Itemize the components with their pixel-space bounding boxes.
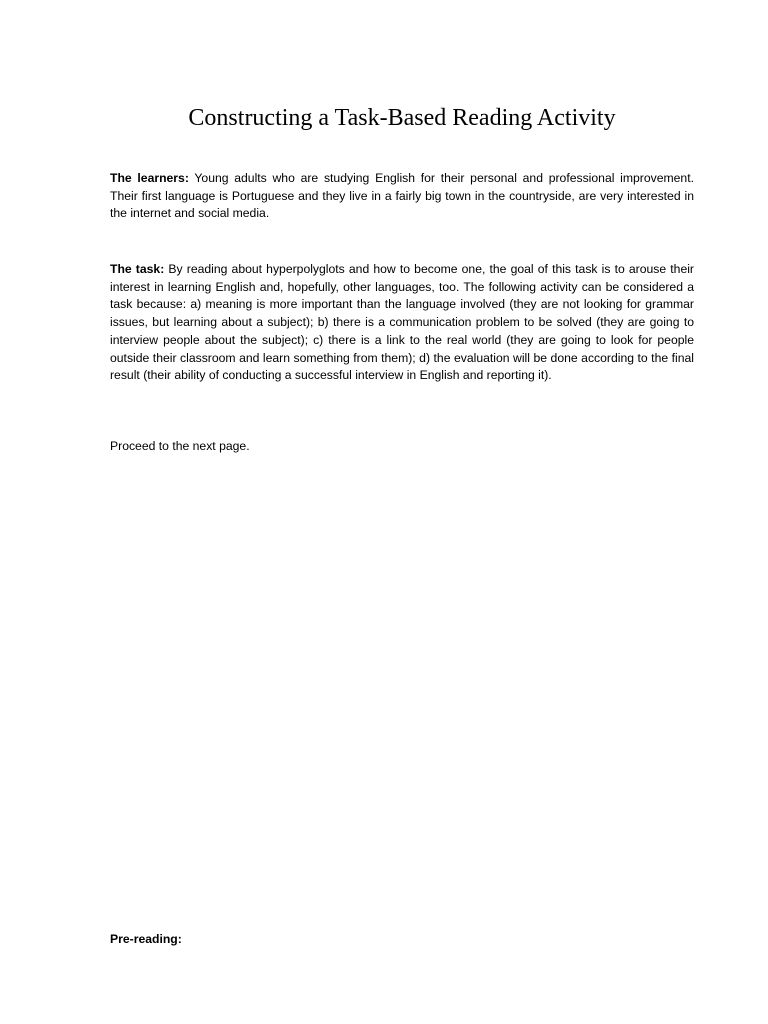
learners-label: The learners: bbox=[110, 171, 189, 185]
task-text: By reading about hyperpolyglots and how to become one, the goal of this task is to arouse their interest in learning English and, hopefully, other languages, too. The following activity can be considered a task because: a) meaning is more important than the language involved (they are not looking for grammar issues, but learning about a subject); b) there is a communication problem to be solved (they are going to interview people about the subject); c) there is a link to the real world (they are going to look for people outside their classroom and learn something from them); d) the evaluation will be done according to the final result (their ability of conducting a successful interview in English and reporting it). bbox=[110, 262, 694, 383]
learners-text: Young adults who are studying English for their personal and professional improvement. Their first language is Portuguese and they live in a fairly big town in the countryside, are very interested in the internet and social media. bbox=[110, 171, 694, 221]
task-paragraph bbox=[110, 261, 694, 385]
prereading-heading: Pre-reading: bbox=[110, 932, 182, 946]
learners-paragraph bbox=[110, 170, 694, 223]
proceed-note: Proceed to the next page. bbox=[110, 439, 250, 453]
task-label: The task: bbox=[110, 262, 165, 276]
document-title: Constructing a Task-Based Reading Activity bbox=[188, 105, 616, 131]
